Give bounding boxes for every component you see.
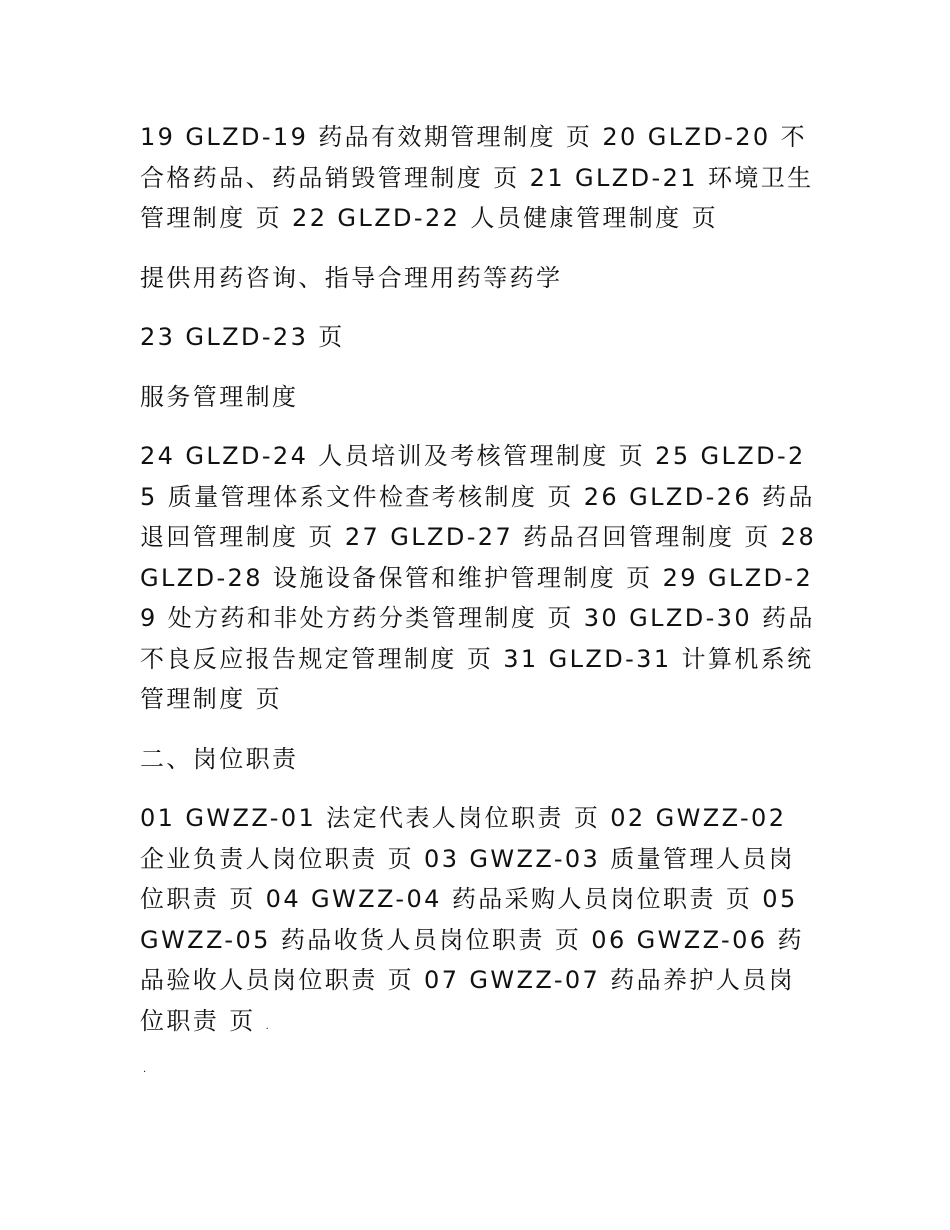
toc-paragraph-gwzz-01-07 — [140, 798, 820, 1047]
section-heading-job-duties: 二、岗位职责 — [140, 744, 299, 773]
toc-paragraph-glzd-23: 23 GLZD-23 页 — [140, 323, 345, 351]
footer-mark: . — [143, 1064, 147, 1075]
toc-paragraph-glzd-24-31: 24 GLZD-24 人员培训及考核管理制度 页 25 GLZD-25 质量管理体系文件检查考核制度 页 26 GLZD-26 药品退回管理制度 页 27 GLZD-27 药品召回管理制度 页 28 GLZD-28 设施设备保管和维护管理制度 页 29 GLZD-29 处方药和非处方药分类管理制度 页 30 GLZD-30 药品不良反应报告规定管理制度 页 31 GLZD-31 计算机系统管理制度 页 — [140, 442, 817, 713]
toc-paragraph-glzd-19-22: 19 GLZD-19 药品有效期管理制度 页 20 GLZD-20 不合格药品、药品销毁管理制度 页 21 GLZD-21 环境卫生管理制度 页 22 GLZD-22 人员健康管理制度 页 — [140, 123, 814, 232]
toc-paragraph-gwzz-text: 01 GWZZ-01 法定代表人岗位职责 页 02 GWZZ-02 企业负责人岗位职责 页 03 GWZZ-03 质量管理人员岗位职责 页 04 GWZZ-04 药品采购人员岗位职责 页 05 GWZZ-05 药品收货人员岗位职责 页 06 GWZZ-06 药品验收人员岗位职责 页 07 GWZZ-07 药品养护人员岗位职责 页 — [140, 804, 804, 1035]
toc-paragraph-pharmacy-service-title: 提供用药咨询、指导合理用药等药学 — [140, 263, 563, 292]
trailing-mark: . — [265, 1020, 269, 1032]
toc-paragraph-service-management: 服务管理制度 — [140, 382, 299, 411]
document-body — [140, 117, 820, 1066]
